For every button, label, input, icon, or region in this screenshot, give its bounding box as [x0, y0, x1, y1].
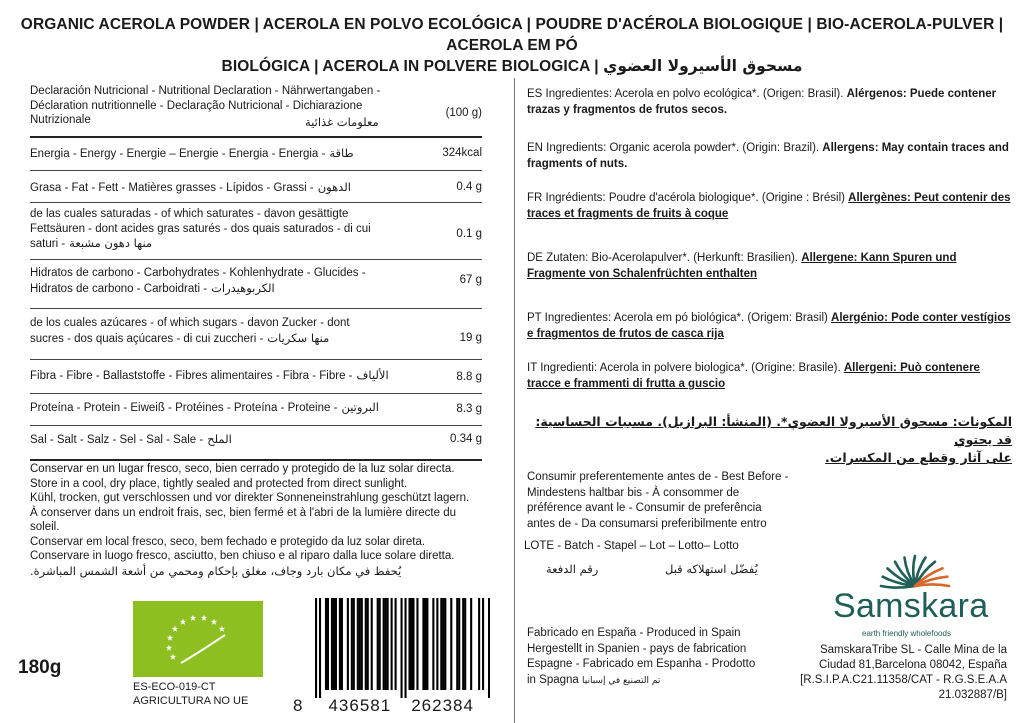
nutrient-label: Grasa - Fat - Fett - Matières grasses - Lípidos - Grassi - — [30, 182, 314, 194]
ingredients-pt: PT Ingredientes: Acerola em pó biológica*. (Origem: Brasil) Alergénio: Pode conter vestígios e fragmentos de frutos de casca rija — [527, 312, 1011, 340]
eu-organic-leaf-logo — [133, 601, 263, 677]
table-divider — [30, 136, 482, 138]
nutrient-arabic: طاقة — [329, 146, 354, 160]
nutrient-value: 0.4 g — [456, 181, 482, 193]
nutrient-label: sucres - dos quais açúcares - di cui zuccheri - — [30, 332, 264, 345]
nutrient-arabic: البروتين — [341, 400, 379, 414]
storage-line: Store in a cool, dry place, tightly sealed and protected from direct sunlight. — [30, 477, 408, 490]
nutrient-label: saturi - — [30, 238, 66, 250]
nutrient-arabic: الدهون — [317, 180, 351, 194]
eu-organic-code — [133, 680, 248, 708]
nutrient-label: de los cuales azúcares - of which sugars - davon Zucker - dont — [30, 317, 350, 329]
column-divider — [514, 78, 515, 723]
storage-line: Kühl, trocken, gut verschlossen und vor direkter Sonneneinstrahlung geschützt lagern. — [30, 492, 470, 504]
nutrient-arabic: الكربوهيدرات — [211, 280, 275, 295]
control-body-code: ES-ECO-019-CT — [133, 681, 216, 693]
nutrient-value: 8.8 g — [456, 371, 482, 383]
agriculture-origin: AGRICULTURA NO UE — [133, 695, 249, 707]
barcode-number: 8 436581 262384 — [293, 696, 474, 715]
nutrient-label: Energia - Energy - Energie – Energie - Energia - Energia - — [30, 148, 326, 160]
nutrient-arabic: الملح — [207, 432, 232, 446]
ingredients-de: DE Zutaten: Bio-Acerolapulver*. (Herkunft: Brasilien). Allergene: Kann Spuren und Fragmente von Schalenfrüchten enthalten — [527, 252, 957, 280]
net-weight: 180g — [18, 657, 62, 678]
eu-leaf-icon — [133, 601, 263, 677]
brand-tagline: earth friendly wholefoods — [862, 629, 951, 638]
storage-arabic: يُحفظ في مكان بارد وجاف، مغلق بإحكام ومحمي من أشعة الشمس المباشرة. — [30, 563, 402, 578]
nutrient-label: Proteína - Protein - Eiweiß - Protéines - Proteína - Proteine - — [30, 402, 338, 414]
batch-arabic: رقم الدفعة — [546, 562, 599, 576]
ingredients-es: ES Ingredientes: Acerola en polvo ecológica*. (Origen: Brasil). Alérgenos: Puede contener trazas y fragmentos de frutos secos. — [527, 88, 997, 116]
nutrition-header — [30, 84, 482, 129]
best-before: Consumir preferentemente antes de - Best Before - Mindestens haltbar bis - À consommer de préférence avant le - Consumir de preferência antes de - Da consumarsi preferibilmente entro — [527, 471, 789, 530]
nutrient-value: 67 g — [459, 274, 482, 286]
company-address: SamskaraTribe SL - Calle Mina de la Ciudad 81,Barcelona 08042, España [R.S.I.P.A.C21.11358/CAT - R.G.S.E.A.A 21.032887/B] — [800, 644, 1007, 701]
nutrition-row — [30, 266, 482, 310]
nutrient-value: 0.1 g — [456, 228, 482, 240]
nutrient-value: 19 g — [459, 332, 482, 344]
title-line-2: BIOLÓGICA | ACEROLA IN POLVERE BIOLOGICA | مسحوق الأسيرولا العضوي — [221, 57, 803, 75]
nutrition-row — [30, 316, 482, 360]
nutrient-label: Hidratos de carbono - Carboidrati - — [30, 282, 208, 295]
storage-line: Conservare in luogo fresco, asciutto, ben chiuso e al riparo dalla luce solare diretta. — [30, 550, 455, 562]
made-in-arabic: تم التصنيع في إسبانيا — [582, 675, 661, 686]
ingredients-fr: FR Ingrédients: Poudre d'acérola biologique*. (Origine : Brésil) Allergènes: Peut contenir des traces et fragments de fruits à coque — [527, 192, 1011, 220]
per-100g-label: (100 g) — [445, 107, 482, 119]
storage-instructions — [30, 462, 500, 578]
product-title — [0, 14, 1024, 77]
storage-line: Conservar en un lugar fresco, seco, bien cerrado y protegido de la luz solar directa. — [30, 463, 455, 475]
nutrient-arabic: منها سكريات — [267, 330, 330, 345]
nutrient-label: Sal - Salt - Salz - Sel - Sal - Sale - — [30, 434, 204, 446]
header-line: Declaración Nutricional - Nutritional Declaration - Nährwertangaben - — [30, 85, 381, 97]
nutrient-label: Fibra - Fibre - Ballaststoffe - Fibres alimentaires - Fibra - Fibre - — [30, 370, 353, 382]
nutrient-label: Hidratos de carbono - Carbohydrates - Kohlenhydrate - Glucides - — [30, 267, 366, 279]
nutrient-value: 8.3 g — [456, 403, 482, 415]
nutrient-arabic: منها دهون مشبعة — [69, 236, 153, 250]
storage-line: À conserver dans un endroit frais, sec, bien fermé et à l'abri de la lumière directe du — [30, 506, 456, 519]
nutrient-label: de las cuales saturadas - of which saturates - davon gesättigte — [30, 208, 349, 220]
ingredients-arabic: المكونات: مسحوق الأسيرولا العضوي*. (المنشأ: البرازيل). مسببات الحساسية: قد يحتوي على آثار وقطع من المكسرات. — [535, 414, 1012, 465]
barcode-icon — [315, 598, 490, 698]
ingredients-en: EN Ingredients: Organic acerola powder*. (Origin: Brazil). Allergens: May contain traces and fragments of nuts. — [527, 142, 1009, 170]
storage-line: soleil. — [30, 521, 60, 533]
nutrient-value: 0.34 g — [450, 433, 482, 445]
nutrient-value: 324kcal — [442, 147, 482, 159]
table-divider — [30, 259, 482, 260]
ingredients-it: IT Ingredienti: Acerola in polvere biologica*. (Origine: Brasile). Allergeni: Può contenere tracce e frammenti di frutta a guscio — [527, 362, 980, 390]
header-arabic: معلومات غذائية — [305, 115, 379, 129]
brand-name: Samskara — [833, 587, 989, 625]
storage-line: Conservar em local fresco, seco, bem fechado e protegido da luz solar direta. — [30, 535, 426, 548]
title-arabic: مسحوق الأسيرولا العضوي — [603, 57, 803, 75]
batch-label: LOTE - Batch - Stapel – Lot – Lotto– Lotto — [524, 540, 739, 552]
best-before-arabic: يُفضّل استهلاكه قبل — [665, 562, 758, 576]
header-line: Nutrizionale — [30, 114, 91, 126]
country-of-manufacture: Fabricado en España - Produced in Spain Hergestellt in Spanien - pays de fabrication Espagne - Fabricado em Espanha - Prodotto in Spagna تم التصنيع في إسبانيا — [527, 627, 756, 686]
nutrition-row — [30, 207, 482, 251]
header-line: Déclaration nutritionnelle - Declaração Nutricional - Dichiarazione — [30, 99, 363, 112]
nutrient-arabic: الألياف — [356, 368, 389, 382]
title-line-1: ORGANIC ACEROLA POWDER | ACEROLA EN POLVO ECOLÓGICA | POUDRE D'ACÉROLA BIOLOGIQUE | BIO-ACEROLA-PULVER | ACEROLA EM PÓ — [20, 16, 1004, 54]
nutrient-label: Fettsäuren - dont acides gras saturés - dos quais saturados - di cui — [30, 222, 371, 235]
